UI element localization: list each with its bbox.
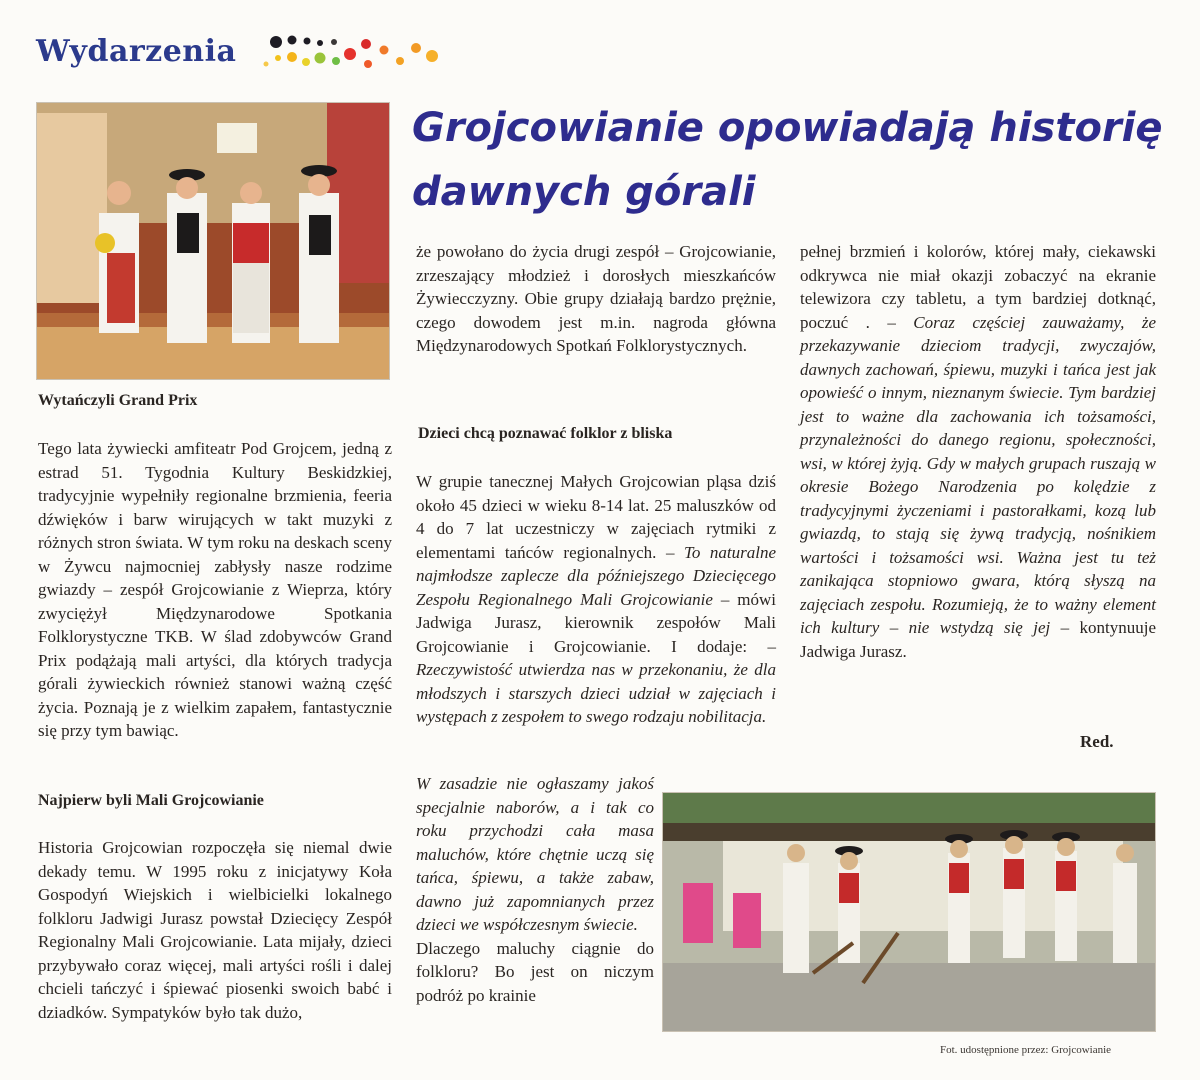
column-2-para-1: że powołano do życia drugi zespół – Grojcowianie, zrzeszający młodzież i dorosłych mieszkańców Żywiecczyzny. Obie grupy działają bardzo prężnie, czego dowodem jest m.in. nagroda główna Międzynarodowych Spotkań Folklorystycznych. bbox=[416, 242, 776, 355]
column-3-text-end: – kontynuuje Jadwiga Jurasz. bbox=[800, 618, 1156, 661]
column-3-quote: Coraz częściej zauważamy, że przekazywanie dzieciom tradycji, zwyczajów, dawnych zachowań, śpiewu, muzyki i tańca jest jak opowieść o innym, nieznanym świecie. Tym bardziej jest to ważne dla zachowania ich tożsamości, przynależności do danego regionu, społeczności, wsi, w której żyją. Gdy w małych grupach ruszają w okresie Bożego Narodzenia po kolędzie z tradycyjnymi życzeniami i pastorałkami, kozą lub gwiazdą, to stają się żywą tradycją, nośnikiem wartości i tożsamości wsi. Ważna jest tu też zanikająca stopniowo gwara, którą słyszą na zajęciach zespołu. Rozumieją, że to ważny element ich kultury – nie wstydzą się jej bbox=[800, 312, 1156, 637]
column-1-subheading: Najpierw byli Mali Grojcowianie bbox=[38, 792, 264, 809]
column-2-last-para: Dlaczego maluchy ciągnie do folkloru? Bo jest on niczym podróż po krainie bbox=[416, 938, 654, 1005]
column-2-subheading: Dzieci chcą poznawać folklor z bliska bbox=[418, 425, 673, 442]
column-2-para-3 bbox=[416, 772, 654, 1007]
signature: Red. bbox=[1080, 732, 1114, 751]
column-2-text-start: W grupie tanecznej Małych Grojcowian pląsa dziś około 45 dzieci w wieku 8-14 lat. 25 maluszków od 4 do 7 lat uczestniczy w zajęciach rytmiki z elementami tańców regionalnych. – bbox=[416, 472, 776, 562]
column-2-para-2 bbox=[416, 470, 776, 729]
stage-dancers-photo bbox=[36, 102, 390, 380]
column-1-para-1: Tego lata żywiecki amfiteatr Pod Grojcem, jedną z estrad 51. Tygodnia Kultury Beskidzkiej, tradycyjnie wypełniły regionalne brzmienia, feeria dźwięków i barw wirujących w takt muzyki z różnych stron świata. W tym roku na deskach sceny w Żywcu najmocniej zabłysły nasze rodzime gwiazdy – zespół Grojcowianie z Wieprza, który zwyciężył Międzynarodowe Spotkania Folklorystyczne TKB. W ślad zdobywców Grand Prix podążają mali artyści, dla których tradycja górali żywieckich również stanowi ważną część życia. Poznają je z wielkim zapałem, fantastycznie się przy tym bawiąc. bbox=[38, 439, 392, 740]
quote-2: Rzeczywistość utwierdza nas w przekonaniu, że dla młodszych i starszych dzieci udział w zajęciach i występach z zespołem to swego rodzaju nobilitacja. bbox=[416, 660, 776, 726]
children-dancing-photo bbox=[662, 792, 1156, 1032]
column-1-para-2: Historia Grojcowian rozpoczęła się niemal dwie dekady temu. W 1995 roku z inicjatywy Koła Gospodyń Wiejskich i wielbicielki lokalnego folkloru Jadwigi Jurasz powstał Dziecięcy Zespół Regionalny Mali Grojcowianie. Lata mijały, dzieci przybywało coraz więcej, mali artyści rośli i dalej chcieli tańczyć i śpiewać piosenki swoich babć i dziadków. Sympatyków było tak dużo, bbox=[38, 838, 392, 1022]
column-2-text-mid: – mówi Jadwiga Jurasz, kierownik zespołów Mali Grojcowianie i Grojcowianie. I dodaje: – bbox=[416, 589, 776, 656]
quote-3: W zasadzie nie ogłaszamy jakoś specjalnie naborów, a i tak co roku przychodzi cała masa maluchów, które chętnie uczą się tańca, śpiewu, a także zabaw, dawno już zapomnianych przez dzieci we współczesnym świecie. bbox=[416, 774, 654, 934]
quote-1: To naturalne najmłodsze zaplecze dla późniejszego Dziecięcego Zespołu Regionalnego Mali Grojcowianie bbox=[416, 542, 776, 609]
article-headline: Grojcowianie opowiadają historię dawnych górali bbox=[412, 105, 1163, 215]
column-3-text-start: pełnej brzmień i kolorów, której mały, ciekawski odkrywca nie miał okazji zobaczyć na ekranie telewizora czy tabletu, a tym bardziej dotknąć, poczuć . – bbox=[800, 242, 1156, 332]
photo-credit: Fot. udostępnione przez: Grojcowianie bbox=[940, 1044, 1112, 1056]
column-3 bbox=[800, 240, 1156, 663]
decorative-dots bbox=[258, 28, 458, 78]
section-title: Wydarzenia bbox=[36, 34, 237, 69]
photo-caption: Wytańczyli Grand Prix bbox=[38, 392, 198, 409]
